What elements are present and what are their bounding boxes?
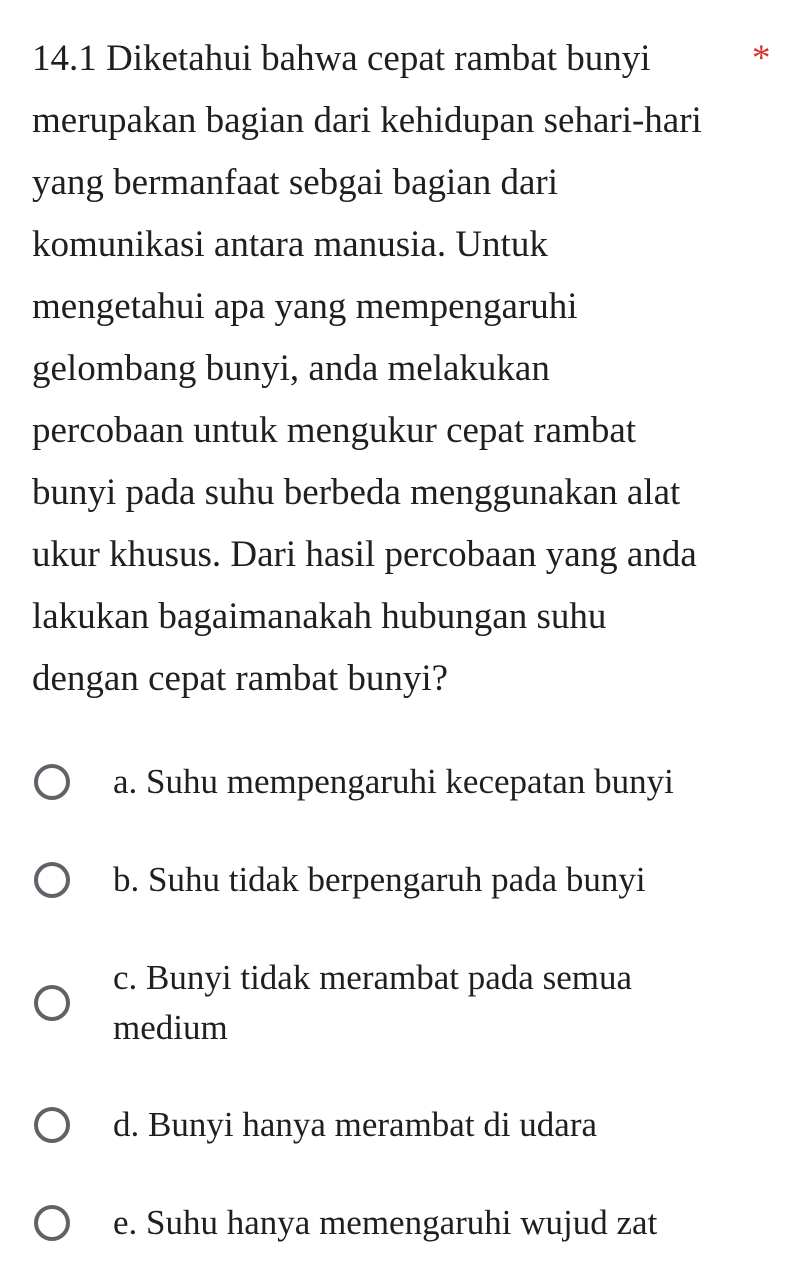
radio-circle-icon[interactable]	[34, 862, 70, 898]
question-line: mengetahui apa yang mempengaruhi	[32, 286, 578, 327]
required-asterisk: *	[752, 38, 771, 79]
question-line: yang bermanfaat sebgai bagian dari	[32, 162, 558, 203]
option-label: e. Suhu hanya memengaruhi wujud zat	[113, 1203, 658, 1242]
question-line: merupakan bagian dari kehidupan sehari-hari	[32, 100, 702, 141]
question-line: lakukan bagaimanakah hubungan suhu	[32, 596, 607, 637]
option-c[interactable]	[34, 953, 774, 1053]
option-d[interactable]	[34, 1100, 774, 1150]
radio-circle-icon[interactable]	[34, 1205, 70, 1241]
radio-circle-icon[interactable]	[34, 985, 70, 1021]
question-block	[32, 28, 742, 710]
radio-circle-icon[interactable]	[34, 1107, 70, 1143]
question-text	[32, 28, 742, 710]
option-b[interactable]	[34, 855, 774, 905]
option-a[interactable]	[34, 757, 774, 807]
option-label: b. Suhu tidak berpengaruh pada bunyi	[113, 860, 646, 899]
question-line: komunikasi antara manusia. Untuk	[32, 224, 548, 265]
question-line: dengan cepat rambat bunyi?	[32, 658, 449, 699]
question-line: ukur khusus. Dari hasil percobaan yang anda	[32, 534, 697, 575]
option-label: a. Suhu mempengaruhi kecepatan bunyi	[113, 762, 674, 801]
option-label: c. Bunyi tidak merambat pada semua medium	[113, 958, 633, 1047]
question-line: bunyi pada suhu berbeda menggunakan alat	[32, 472, 681, 513]
radio-circle-icon[interactable]	[34, 764, 70, 800]
option-e[interactable]	[34, 1198, 774, 1248]
question-line: percobaan untuk mengukur cepat rambat	[32, 410, 637, 451]
question-line: gelombang bunyi, anda melakukan	[32, 348, 550, 389]
option-label: d. Bunyi hanya merambat di udara	[113, 1105, 598, 1144]
question-line: 14.1 Diketahui bahwa cepat rambat bunyi	[32, 38, 651, 79]
